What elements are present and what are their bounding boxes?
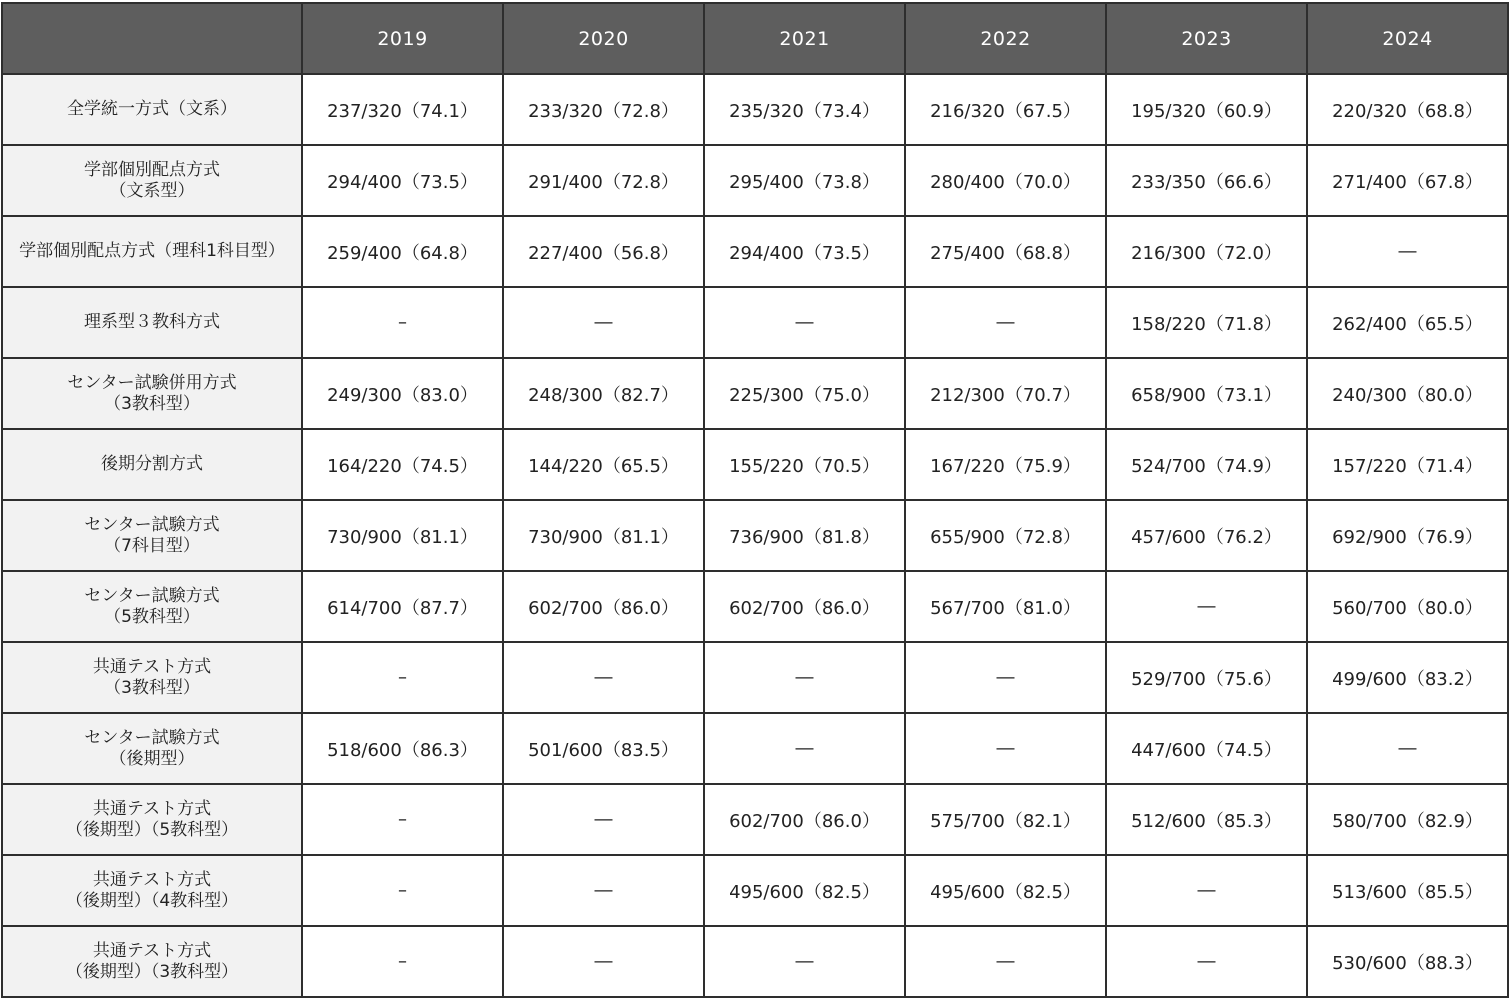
score-cell-2021: ― — [704, 926, 905, 997]
score-cell-2023: 457/600（76.2） — [1106, 500, 1307, 571]
score-cell-2022: 567/700（81.0） — [905, 571, 1106, 642]
score-cell-2023: 158/220（71.8） — [1106, 287, 1307, 358]
score-cell-2022: 280/400（70.0） — [905, 145, 1106, 216]
score-cell-2020: ― — [503, 642, 704, 713]
score-cell-2019: 730/900（81.1） — [302, 500, 503, 571]
score-cell-2023: 658/900（73.1） — [1106, 358, 1307, 429]
score-cell-2023: 447/600（74.5） — [1106, 713, 1307, 784]
table-row — [2, 500, 1508, 571]
table-row — [2, 784, 1508, 855]
score-cell-2022: 495/600（82.5） — [905, 855, 1106, 926]
score-cell-2020: ― — [503, 784, 704, 855]
score-cell-2020: 291/400（72.8） — [503, 145, 704, 216]
score-cell-2022: 167/220（75.9） — [905, 429, 1106, 500]
row-label-method: 共通テスト方式 （後期型）（3教科型） — [2, 926, 302, 997]
score-cell-2020: 501/600（83.5） — [503, 713, 704, 784]
score-cell-2020: ― — [503, 926, 704, 997]
header-year-2019: 2019 — [302, 3, 503, 74]
score-cell-2023: ― — [1106, 855, 1307, 926]
score-cell-2021: 155/220（70.5） — [704, 429, 905, 500]
score-cell-2019: 614/700（87.7） — [302, 571, 503, 642]
score-cell-2020: 144/220（65.5） — [503, 429, 704, 500]
table-row — [2, 429, 1508, 500]
score-cell-2020: 227/400（56.8） — [503, 216, 704, 287]
score-cell-2019: – — [302, 642, 503, 713]
table-body — [2, 74, 1508, 997]
score-cell-2021: 736/900（81.8） — [704, 500, 905, 571]
score-cell-2024: ― — [1307, 216, 1508, 287]
row-label-method: 共通テスト方式 （3教科型） — [2, 642, 302, 713]
score-cell-2022: ― — [905, 642, 1106, 713]
table-row — [2, 713, 1508, 784]
score-cell-2022: 212/300（70.7） — [905, 358, 1106, 429]
score-cell-2020: ― — [503, 855, 704, 926]
header-year-2024: 2024 — [1307, 3, 1508, 74]
score-cell-2024: 580/700（82.9） — [1307, 784, 1508, 855]
score-cell-2021: 235/320（73.4） — [704, 74, 905, 145]
row-label-method: 理系型３教科方式 — [2, 287, 302, 358]
row-label-method: 後期分割方式 — [2, 429, 302, 500]
header-year-2022: 2022 — [905, 3, 1106, 74]
score-cell-2019: 237/320（74.1） — [302, 74, 503, 145]
score-cell-2024: ― — [1307, 713, 1508, 784]
header-year-2020: 2020 — [503, 3, 704, 74]
score-cell-2023: 195/320（60.9） — [1106, 74, 1307, 145]
score-cell-2019: – — [302, 855, 503, 926]
score-cell-2022: ― — [905, 926, 1106, 997]
score-cell-2022: 655/900（72.8） — [905, 500, 1106, 571]
score-cell-2019: 249/300（83.0） — [302, 358, 503, 429]
score-cell-2020: ― — [503, 287, 704, 358]
header-corner-cell — [2, 3, 302, 74]
table-row — [2, 642, 1508, 713]
score-cell-2024: 240/300（80.0） — [1307, 358, 1508, 429]
score-cell-2021: 602/700（86.0） — [704, 784, 905, 855]
score-cell-2022: ― — [905, 713, 1106, 784]
header-year-2023: 2023 — [1106, 3, 1307, 74]
table-row — [2, 216, 1508, 287]
score-cell-2024: 560/700（80.0） — [1307, 571, 1508, 642]
score-cell-2023: 216/300（72.0） — [1106, 216, 1307, 287]
score-cell-2023: 233/350（66.6） — [1106, 145, 1307, 216]
score-cell-2022: 275/400（68.8） — [905, 216, 1106, 287]
table-row — [2, 571, 1508, 642]
table-row — [2, 358, 1508, 429]
score-cell-2023: 512/600（85.3） — [1106, 784, 1307, 855]
score-cell-2021: 495/600（82.5） — [704, 855, 905, 926]
score-cell-2021: 294/400（73.5） — [704, 216, 905, 287]
passing-score-table — [1, 2, 1509, 998]
score-cell-2023: ― — [1106, 571, 1307, 642]
row-label-method: センター試験併用方式 （3教科型） — [2, 358, 302, 429]
score-cell-2020: 233/320（72.8） — [503, 74, 704, 145]
score-cell-2019: 164/220（74.5） — [302, 429, 503, 500]
score-cell-2021: 602/700（86.0） — [704, 571, 905, 642]
score-cell-2022: 575/700（82.1） — [905, 784, 1106, 855]
score-cell-2024: 220/320（68.8） — [1307, 74, 1508, 145]
score-cell-2021: 225/300（75.0） — [704, 358, 905, 429]
score-cell-2019: – — [302, 926, 503, 997]
score-cell-2024: 157/220（71.4） — [1307, 429, 1508, 500]
score-cell-2021: ― — [704, 713, 905, 784]
score-cell-2019: 518/600（86.3） — [302, 713, 503, 784]
score-cell-2024: 262/400（65.5） — [1307, 287, 1508, 358]
row-label-method: 共通テスト方式 （後期型）（4教科型） — [2, 855, 302, 926]
score-cell-2020: 730/900（81.1） — [503, 500, 704, 571]
score-cell-2020: 602/700（86.0） — [503, 571, 704, 642]
score-cell-2021: 295/400（73.8） — [704, 145, 905, 216]
score-cell-2019: 259/400（64.8） — [302, 216, 503, 287]
score-cell-2020: 248/300（82.7） — [503, 358, 704, 429]
row-label-method: 共通テスト方式 （後期型）（5教科型） — [2, 784, 302, 855]
score-cell-2024: 513/600（85.5） — [1307, 855, 1508, 926]
row-label-method: センター試験方式 （後期型） — [2, 713, 302, 784]
score-cell-2024: 530/600（88.3） — [1307, 926, 1508, 997]
score-cell-2022: 216/320（67.5） — [905, 74, 1106, 145]
table-row — [2, 287, 1508, 358]
score-cell-2021: ― — [704, 287, 905, 358]
score-cell-2022: ― — [905, 287, 1106, 358]
score-cell-2023: 524/700（74.9） — [1106, 429, 1307, 500]
score-cell-2021: ― — [704, 642, 905, 713]
row-label-method: 学部個別配点方式（理科1科目型） — [2, 216, 302, 287]
score-cell-2024: 271/400（67.8） — [1307, 145, 1508, 216]
score-cell-2019: – — [302, 287, 503, 358]
table-header — [2, 3, 1508, 74]
score-cell-2019: – — [302, 784, 503, 855]
table-row — [2, 145, 1508, 216]
header-year-2021: 2021 — [704, 3, 905, 74]
row-label-method: 学部個別配点方式 （文系型） — [2, 145, 302, 216]
score-cell-2023: 529/700（75.6） — [1106, 642, 1307, 713]
score-cell-2019: 294/400（73.5） — [302, 145, 503, 216]
row-label-method: センター試験方式 （7科目型） — [2, 500, 302, 571]
score-cell-2023: ― — [1106, 926, 1307, 997]
row-label-method: センター試験方式 （5教科型） — [2, 571, 302, 642]
header-row — [2, 3, 1508, 74]
row-label-method: 全学統一方式（文系） — [2, 74, 302, 145]
score-cell-2024: 499/600（83.2） — [1307, 642, 1508, 713]
score-cell-2024: 692/900（76.9） — [1307, 500, 1508, 571]
table-row — [2, 926, 1508, 997]
table-row — [2, 74, 1508, 145]
table-row — [2, 855, 1508, 926]
